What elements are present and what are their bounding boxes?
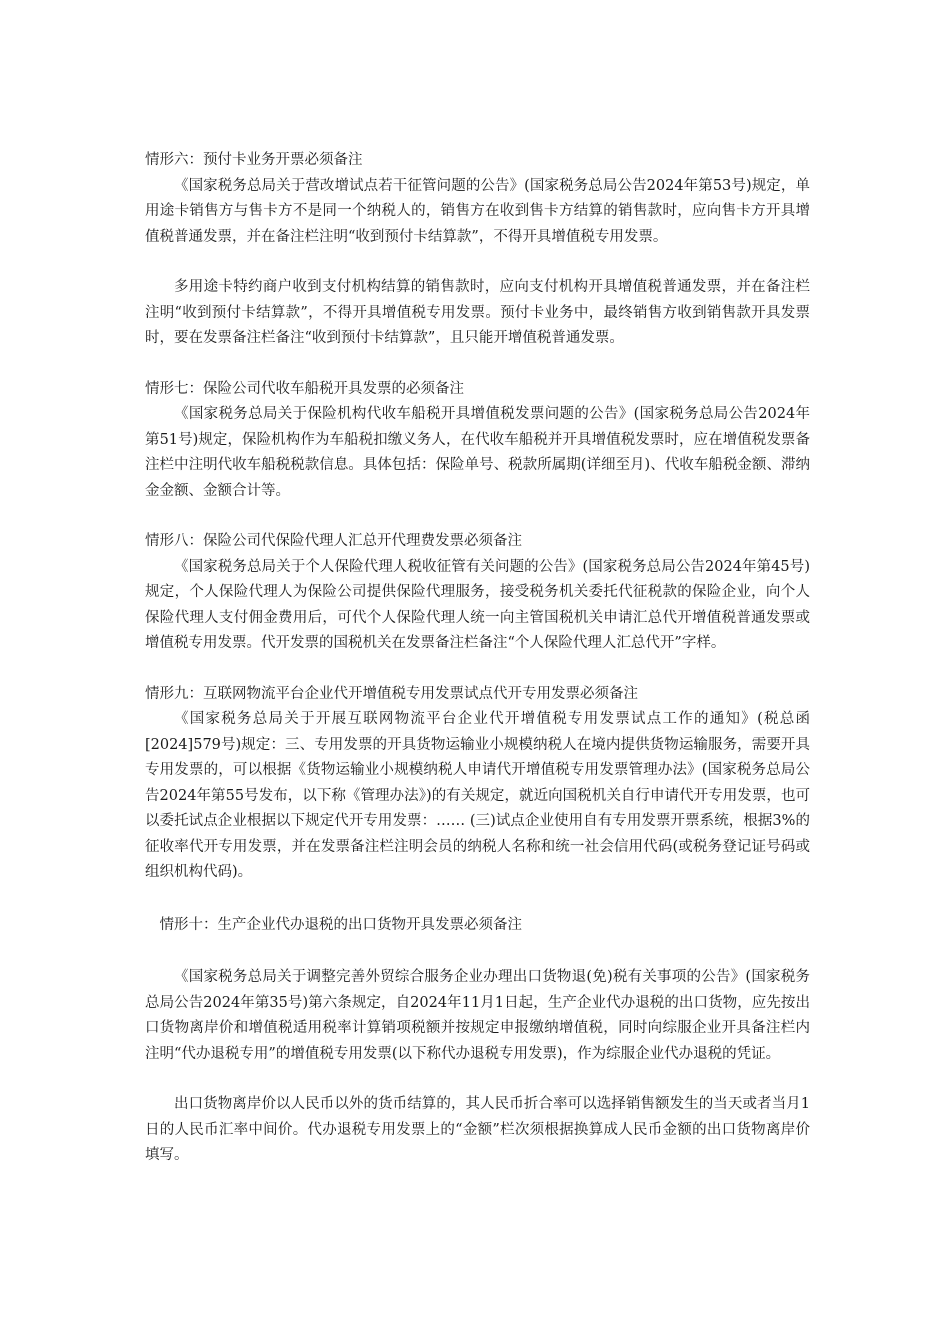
paragraph: 《国家税务总局关于开展互联网物流平台企业代开增值税专用发票试点工作的通知》(税总函[2024]579号)规定：三、专用发票的开具货物运输业小规模纳税人在境内提供货物运输服务，需要开具专用发票的，可以根据《货物运输业小规模纳税人申请代开增值税专用发票管理办法》(国家税务总局公告2024年第55号发布，以下称《管理办法》)的有关规定，就近向国税机关自行申请代开专用发票，也可以委托试点企业根据以下规定代开专用发票：…… (三)试点企业使用自有专用发票开票系统，根据3%的征收率代开专用发票，并在发票备注栏注明会员的纳税人名称和统一社会信用代码(或税务登记证号码或组织机构代码)。 [145,711,810,880]
paragraph: 《国家税务总局关于调整完善外贸综合服务企业办理出口货物退(免)税有关事项的公告》(国家税务总局公告2024年第35号)第六条规定，自2024年11月1日起，生产企业代办退税的出口货物，应先按出口货物离岸价和增值税适用税率计算销项税额并按规定申报缴纳增值税，同时向综服企业开具备注栏内注明“代办退税专用”的增值税专用发票(以下称代办退税专用发票)，作为综服企业代办退税的凭证。 [145,969,810,1062]
paragraph: 多用途卡特约商户收到支付机构结算的销售款时，应向支付机构开具增值税普通发票，并在备注栏注明“收到预付卡结算款”，不得开具增值税专用发票。预付卡业务中，最终销售方收到销售款开具发票时，要在发票备注栏备注“收到预付卡结算款”，且只能开增值税普通发票。 [145,279,810,346]
paragraph: 《国家税务总局关于个人保险代理人税收征管有关问题的公告》(国家税务总局公告2024年第45号)规定，个人保险代理人为保险公司提供保险代理服务，接受税务机关委托代征税款的保险企业，向个人保险代理人支付佣金费用后，可代个人保险代理人统一向主管国税机关申请汇总代开增值税普通发票或增值税专用发票。代开发票的国税机关在发票备注栏备注“个人保险代理人汇总代开”字样。 [145,558,810,651]
section-gap [145,504,810,529]
paragraph: 《国家税务总局关于营改增试点若干征管问题的公告》(国家税务总局公告2024年第53号)规定，单用途卡销售方与售卡方不是同一个纳税人的，销售方在收到售卡方结算的销售款时，应向售卡方开具增值税普通发票，并在备注栏注明“收到预付卡结算款”，不得开具增值税专用发票。 [145,177,810,245]
section-heading: 情形九：互联网物流平台企业代开增值税专用发票试点代开专用发票必须备注 [145,685,638,702]
section-heading: 情形六：预付卡业务开票必须备注 [145,152,363,168]
section-heading: 情形七：保险公司代收车船税开具发票的必须备注 [145,380,464,397]
document-body [145,148,810,1169]
section-heading: 情形八：保险公司代保险代理人汇总开代理费发票必须备注 [145,533,522,549]
paragraph-gap [145,250,810,275]
section-gap [145,657,810,682]
section-gap [145,886,810,913]
paragraph-gap [145,1067,810,1092]
paragraph-gap [145,938,810,965]
paragraph: 《国家税务总局关于保险机构代收车船税开具增值税发票问题的公告》(国家税务总局公告2024年第51号)规定，保险机构作为车船税扣缴义务人，在代收车船税并开具增值税发票时，应在增值税发票备注栏中注明代收车船税税款信息。具体包括：保险单号、税款所属期(详细至月)、代收车船税金额、滞纳金金额、金额合计等。 [145,406,810,499]
paragraph: 出口货物离岸价以人民币以外的货币结算的，其人民币折合率可以选择销售额发生的当天或者当月1日的人民币汇率中间价。代办退税专用发票上的“金额”栏次须根据换算成人民币金额的出口货物离岸价填写。 [145,1096,810,1163]
section-heading: 情形十：生产企业代办退税的出口货物开具发票必须备注 [159,916,522,933]
section-gap [145,352,810,377]
